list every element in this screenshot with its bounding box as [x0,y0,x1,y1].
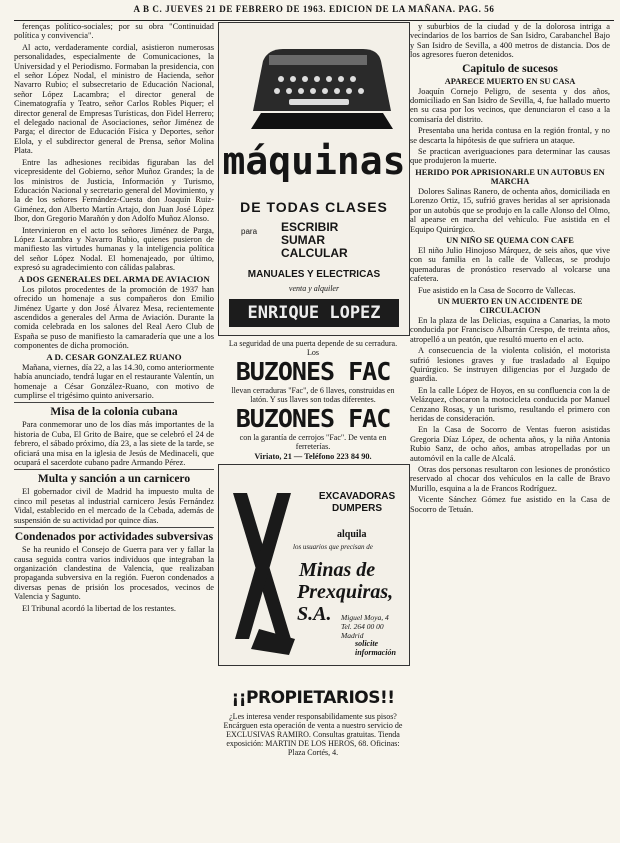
article-text: Al acto, verdaderamente cordial, asistieron numerosas personalidades, especialmente de Comunicaciones, la Universidad y el Periodismo. Formaban la presidencia, con el señor López Nodal, el ministro de Hacienda, señor Navarro Rubio; el subsecretario de Educación Nacional, señor López Lacambra; el director general de Cinematografía y Teatro, señor Carlos Robles Piquer; el director general de Empresas Turísticas, don Fidel Herrero; el delegado nacional de Asociaciones, señor Jiménez de Parga; el director de Educación Física y Deportes, señor Elola, y el subdirector general de Prensa, señor Molina Plata. [14,42,214,156]
ad-cta-line: solicite [355,639,379,648]
article-text: Se ha reunido el Consejo de Guerra para ver y fallar la causa seguida contra varios individuos que integraban la organización clandestina de Valencia, que realizaban propaganda subversiva en la región. Fueron condenados a diversas penas de prisión los procesados, vecinos de Valencia y Sagunto. [14,545,214,602]
article-text: ferenças político-sociales; por su obra "Continuidad política y convivencia". [14,22,214,41]
ad-address-line: Miguel Moya, 4 [341,613,389,622]
article-headline: HERIDO POR APRISIONARLE UN AUTOBUS EN MARCHA [415,167,605,186]
news-column-right [410,22,610,840]
ad-use-item: CALCULAR [281,246,348,260]
article-text: Para conmemorar uno de los días más importantes de la historia de Cuba, El Grito de Baire, que se celebró el 24 de febrero, el sábado próximo, día 23, a las siete de la tarde, se oficiará una misa en la iglesia de Jesús de Medinaceli, que ocupará el sacerdote cubano padre Armando Pérez. [14,420,214,468]
article-text: Presentaba una herida contusa en la región frontal, y no se descarta la hipótesis de que sufriera un ataque. [410,126,610,145]
article-text: Otras dos personas resultaron con lesiones de pronóstico reservado al chocar dos vehículos en la calle de Bravo Murillo, esquina a la de Francos Rodríguez. [410,465,610,493]
typewriter-icon [233,41,403,133]
ad-text: para [241,227,258,236]
news-column-left [14,22,214,840]
article-text: Fue asistido en la Casa de Socorro de Vallecas. [418,285,576,295]
article-text: Entre las adhesiones recibidas figuraban las del vicepresidente del Gobierno, señor Muñoz Grandes; la de los ministros de Justicia, Información y Turismo, Educación Nacional y secretario general del Movimiento, y la de los señores Fernández-Cuesta don Joaquín Ruiz-Giménez, don Alberto Martín Artajo, don Juan José López Ibor, don Gregorio Marañón y don Adolfo Muñoz Alonso. [14,157,214,224]
ad-cta-line: información [355,648,396,657]
ad-company-name: Minas de [299,559,376,581]
article-headline: A D. CESAR GONZALEZ RUANO [46,351,182,362]
article-text: En la plaza de las Delicias, esquina a Canarias, la moto conducida por Francisco Albarrán Crespo, de treinta años, atropelló a un peatón, que resultó muerto en el acto. [410,315,610,344]
ad-headline: máquinas [222,139,406,183]
ad-headline-line: EXCAVADORAS [318,491,396,502]
article-text: El niño Julio Hinojoso Márquez, de seis años, que vive con su familia en la calle de Vallecas, se produjo quemaduras de pronóstico reservado al volcarse una cafetera. [410,245,610,284]
column-divider [14,402,214,403]
ad-address: Viriato, 21 — Teléfono 223 84 90. [254,452,372,460]
article-text: y suburbios de la ciudad y de la dolorosa intriga a vecindarios de los barrios de San Isidro, Carabanchel Bajo y San Isidro de Sevilla, a 400 metros de distancia. Dos de los agresores fueron detenidos. [410,22,610,60]
article-headline: UN MUERTO EN UN ACCIDENTE DE CIRCULACION [437,296,583,315]
ad-address-line: Madrid [341,631,364,640]
column-divider [14,527,214,528]
ad-headline [307,491,407,515]
page-header: A B C. JUEVES 21 DE FEBRERO DE 1963. EDICION DE LA MAÑANA. PAG. 56 [14,4,614,21]
article-headline: Misa de la colonia cubana [50,406,178,419]
article-text: Vicente Sánchez Gómez fue asistido en la Casa de Socorro de Tetuán. [410,495,610,514]
ad-headline-line: DUMPERS [331,503,382,514]
ad-subheadline: DE TODAS CLASES [240,199,388,215]
ad-use-item: SUMAR [281,233,325,247]
article-text: El Tribunal acordó la libertad de los restantes. [22,603,176,613]
ad-text: llevan cerraduras "Fac", de 6 llaves, construidas en latón. Y sus llaves son todas diferentes. [231,386,395,404]
article-text: Se practican averiguaciones para determinar las causas que produjeron la muerte. [410,147,610,166]
excavator-advertisement [218,464,410,666]
article-text: Mañana, viernes, día 22, a las 14.30, como anteriormente había anunciado, tendrá lugar en el restaurante Valentín, un homenaje a César González-Ruano, con motivo de cumplirse el trigésimo quinto aniversario. [14,362,214,401]
ad-brand-banner: ENRIQUE LOPEZ [229,299,399,327]
article-text: En la Casa de Socorro de Ventas fueron asistidas Gregoria Díaz López, de ochenta años, y la niña Antonia Rubio Sanz, de ocho años, ambas atropelladas por un automóvil en la calle de Alcalá. [410,425,610,463]
ad-company-name: Prexquiras, S.A. [297,581,394,625]
excavator-arm-icon [229,489,295,655]
article-headline: Multa y sanción a un carnicero [37,473,191,486]
article-text: En la calle López de Hoyos, en su confluencia con la de Velázquez, chocaron la motocicleta conducida por Manuel Cenzano Rosas, y un turismo, resultando el primero con heridas de consideración. [410,385,610,423]
article-text: Intervinieron en el acto los señores Jiménez de Parga, López Lacambra y Navarro Rubio, quienes pusieron de manifiesto las virtudes humanas y la inteligencia política del señor López Nodal. El homenajeado, por último, expresó su agradecimiento con cálidas palabras. [14,225,214,273]
article-text: Dolores Salinas Ranero, de ochenta años, domiciliada en Lorenzo Ortiz, 15, sufrió graves heridas al ser aprisionada por un autobús que se produjo en la calle Alonso del Olmo, al apearse en marcha del vehículo. Fue asistida en el Equipo Quirúrgico. [410,186,610,234]
section-headline: Capitulo de sucesos [462,62,558,75]
mailbox-advertisement [218,338,408,460]
column-divider [14,469,214,470]
article-text: El gobernador civil de Madrid ha impuesto multa de cinco mil pesetas al industrial carnicero Jesús Fernández Vidal, establecido en el mercado de la Cebada, además de suspensión de su actividad por quince días. [14,487,214,525]
article-headline: APARECE MUERTO EN SU CASA [444,76,576,86]
ad-use-item: ESCRIBIR [281,220,339,234]
ad-text: venta y alquiler [288,284,340,293]
ad-address [341,613,389,640]
ad-address-line: Tel. 264 00 00 [341,622,384,631]
ad-text: La seguridad de una puerta depende de su cerradura. Los [228,339,398,357]
ad-text: con la garantía de cerrojos "Fac". De venta en ferreterías. [239,433,387,451]
ad-text: MANUALES Y ELECTRICAS [247,269,381,280]
ad-cta [355,639,396,657]
article-text: Los pilotos procedentes de la promoción de 1937 han ofrecido un homenaje a sus compañeros don Emilio Jiménez Ugarte y don José Álvarez Mesa, recientemente ascendidos a generales del Arma de Aviación. Durante la comida celebrada en los salones del Real Aero Club de España se puso de manifiesto la camaradería que une a los componentes de dicha promoción. [14,284,214,351]
article-headline: A DOS GENERALES DEL ARMA DE AVIACION [18,273,210,284]
article-headline: Condenados por actividades subversivas [14,531,214,544]
article-headline: UN NIÑO SE QUEMA CON CAFE [446,235,574,245]
article-text: Joaquín Cornejo Peligro, de sesenta y dos años, domiciliado en San Isidro de Sevilla, 4, fue hallado muerto en su casa por los vecinos, que denunciaron el caso a la comisaría del distrito. [410,86,610,124]
article-text: A consecuencia de la violenta colisión, el motorista sufrió lesiones graves y fue trasladado al Equipo Quirúrgico. Se instruyen diligencias por el Juzgado de guardia. [410,346,610,384]
ad-headline: BUZONES FAC [235,357,391,386]
ad-headline: BUZONES FAC [235,404,391,433]
typewriter-advertisement [218,22,410,336]
ad-text: alquila [337,529,367,540]
ad-headline: ¡¡PROPIETARIOS!! [231,688,395,708]
propietarios-advertisement [218,668,408,772]
ad-text: ¿Les interesa vender responsabilidamente sus pisos? Encárguen esta operación de venta a nuestro servicio de EXCLUSIVAS RAMIRO. Consultas gratuitas. Tienda exposición: MARTIN DE LOS HEROS, 68. Oficinas: Plaza Cortés, 4. [223,712,403,757]
ad-uses-list [281,221,348,260]
ad-text: los usuarios que precisan de [293,543,373,551]
